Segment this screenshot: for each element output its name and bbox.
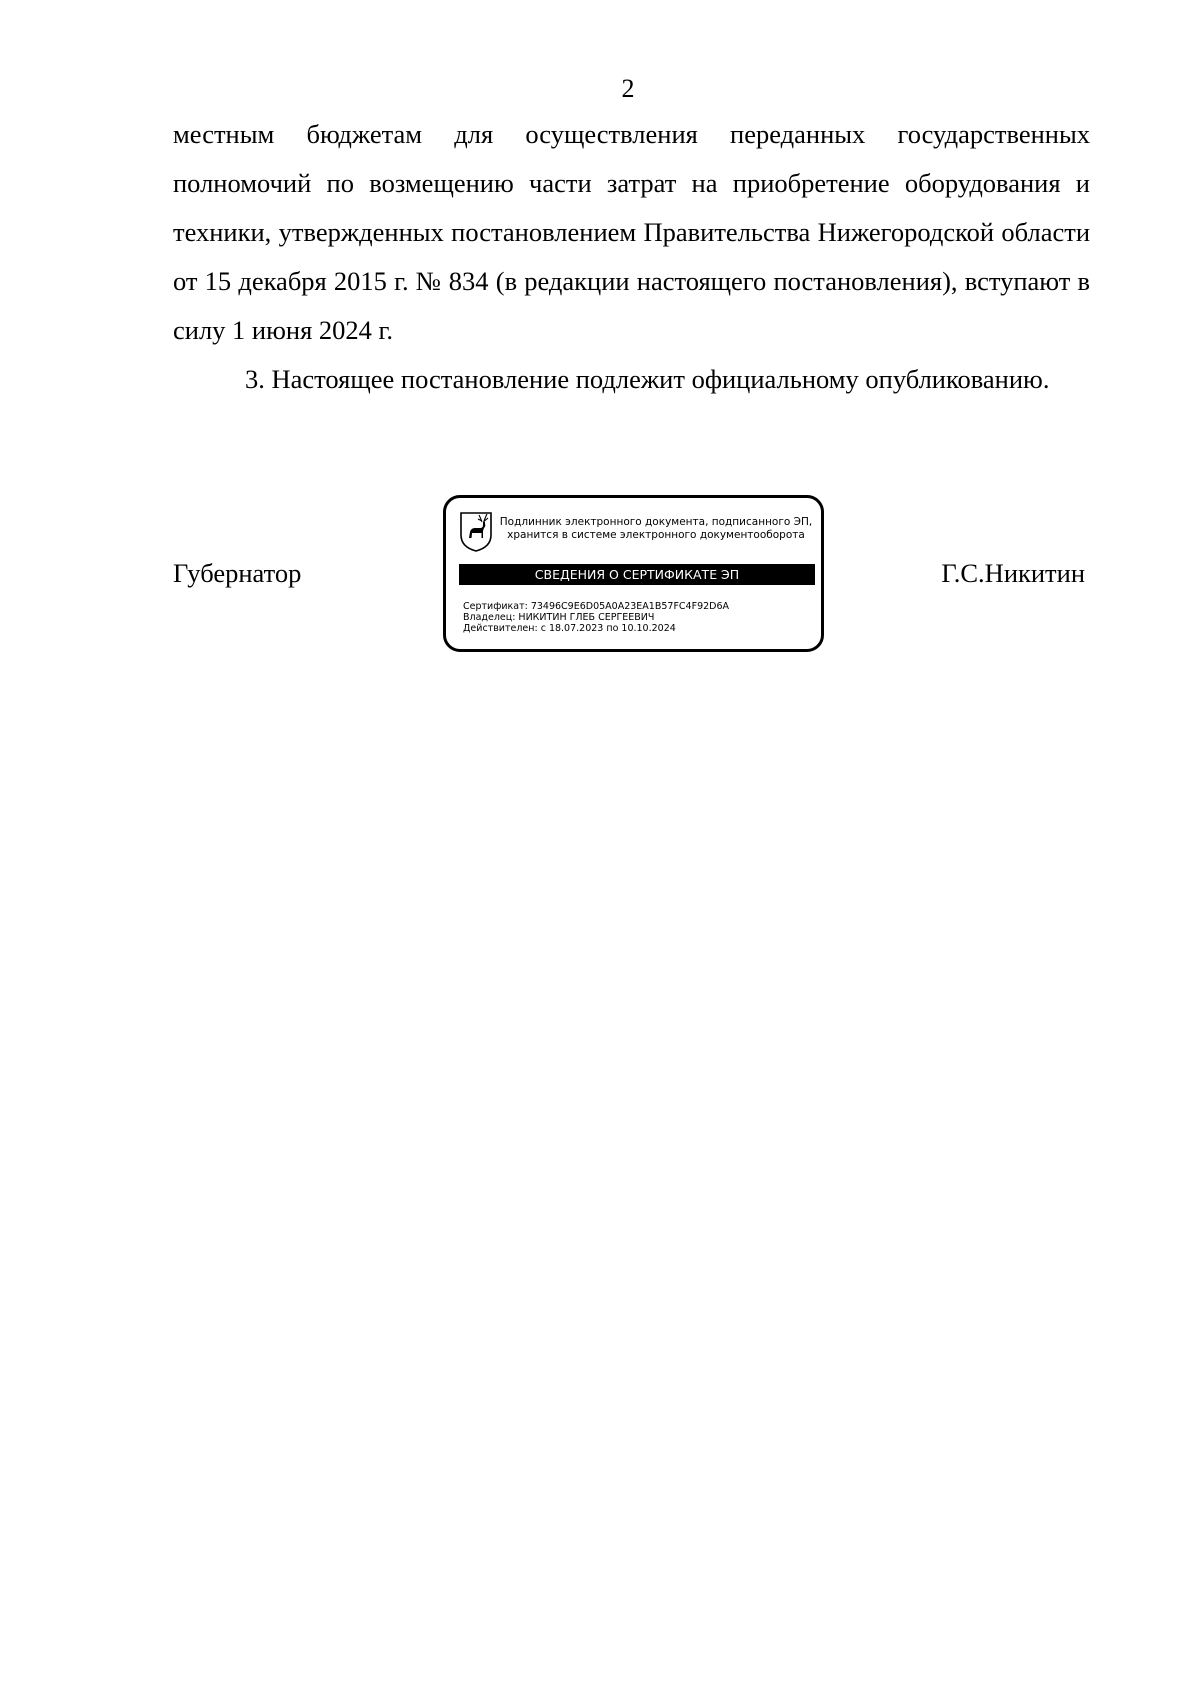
document-body [173,110,1090,404]
stamp-header-line: хранится в системе электронного документооборота [507,529,805,541]
certificate-validity: Действителен: с 18.07.2023 по 10.10.2024 [463,623,676,634]
paragraph-item-3: 3. Настоящее постановление подлежит официальному опубликованию. [245,364,1050,394]
stamp-certificate-title: СВЕДЕНИЯ О СЕРТИФИКАТЕ ЭП [459,564,815,585]
signer-name: Г.С.Никитин [941,558,1085,588]
stamp-certificate-details [463,601,729,634]
electronic-signature-stamp [443,495,824,652]
stamp-header-text [496,516,816,542]
stamp-header-line: Подлинник электронного документа, подписанного ЭП, [499,516,813,528]
signer-position: Губернатор [173,558,302,588]
certificate-number: Сертификат: 73496C9E6D05A0A23EA1B57FC4F92D6A [463,601,730,612]
paragraph-continuation: местным бюджетам для осуществления переданных государственных полномочий по возмещению части затрат на приобретение оборудования и техники, утвержденных постановлением Правительства Нижегородской области от 15 декабря 2015 г. № 834 (в редакции настоящего постановления), вступают в силу 1 июня 2024 г. [173,119,1090,345]
page-number: 2 [621,74,635,103]
coat-of-arms-icon [459,511,493,553]
certificate-owner: Владелец: НИКИТИН ГЛЕБ СЕРГЕЕВИЧ [463,612,655,623]
